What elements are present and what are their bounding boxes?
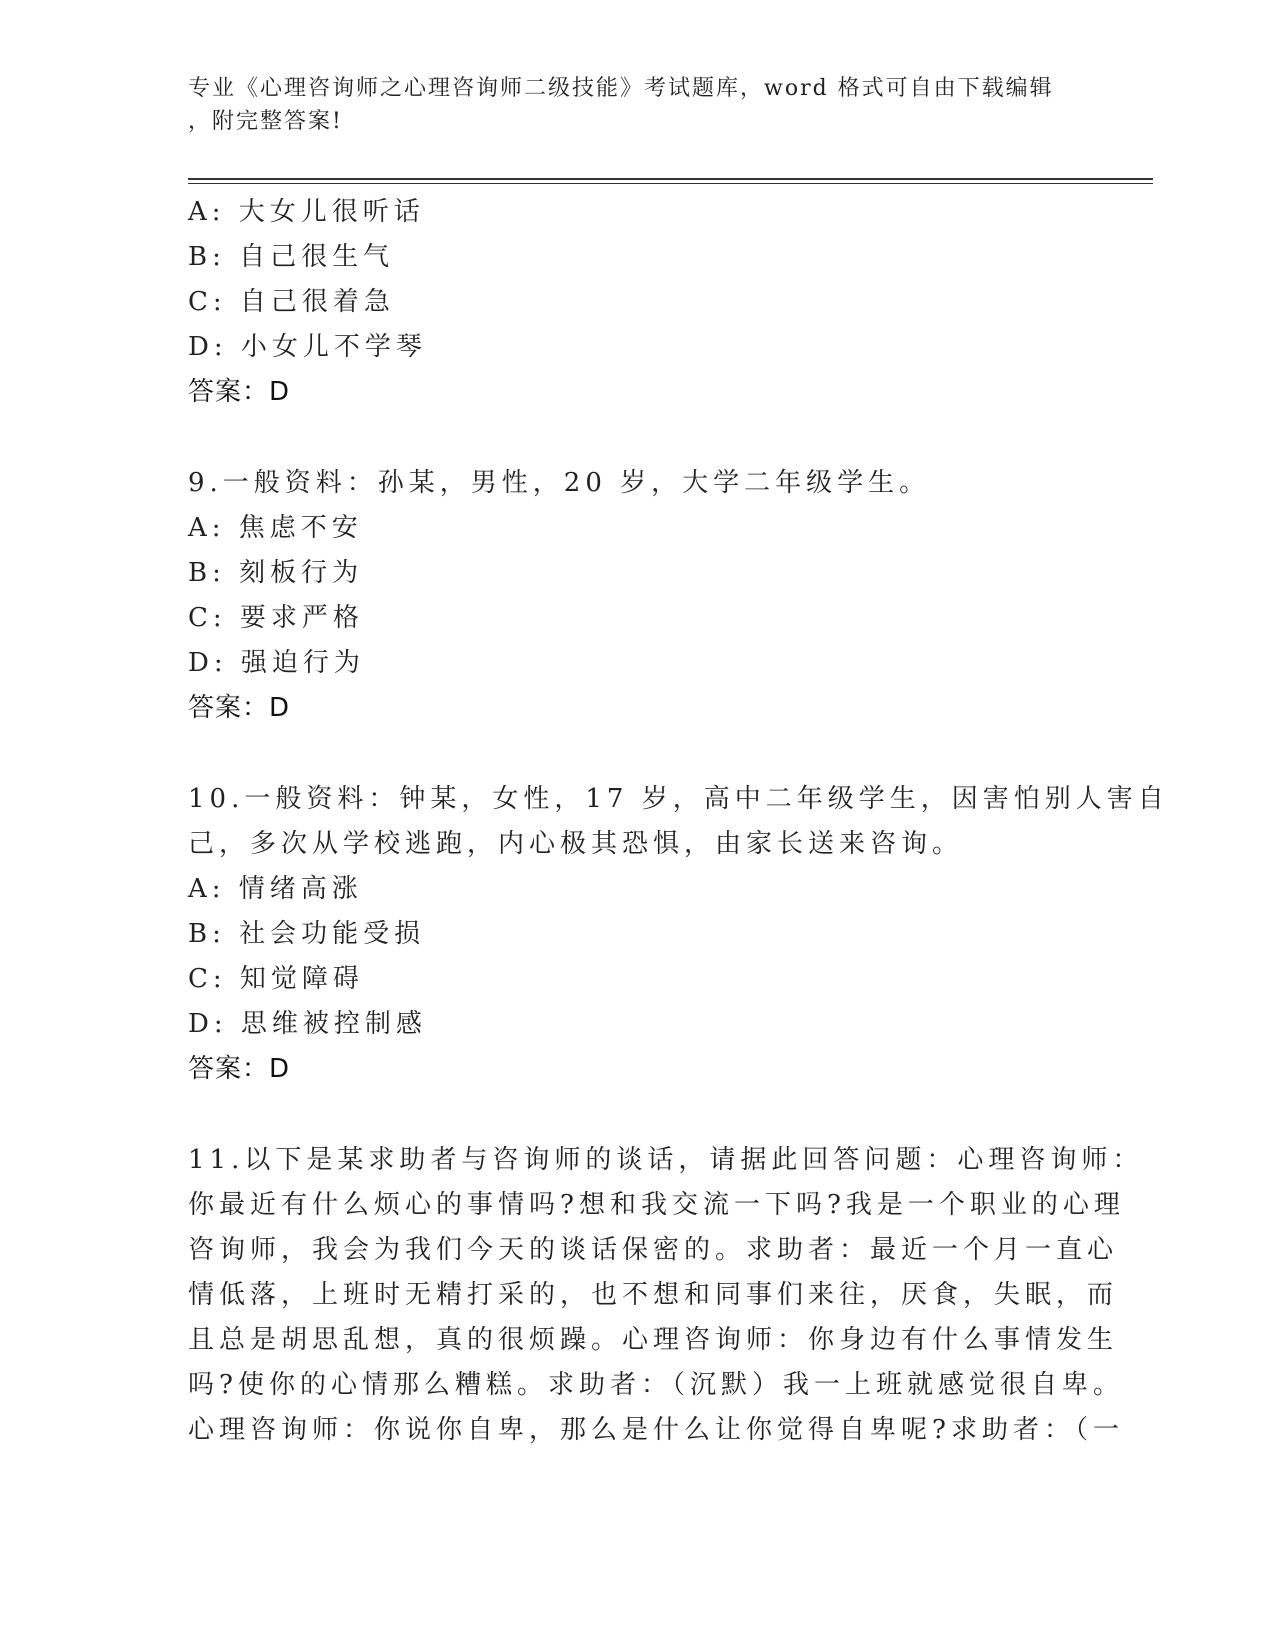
question-stem-line-4: 情低落，上班时无精打采的，也不想和同事们来往，厌食，失眠，而 <box>188 1280 1119 1310</box>
option-b: B: 社会功能受损 <box>188 919 426 949</box>
header-divider-thin <box>188 183 1153 184</box>
spacer <box>188 415 1088 461</box>
question-stem-line-1: 10.一般资料：钟某，女性，17 岁，高中二年级学生，因害怕别人害自 <box>188 784 1169 814</box>
answer-line: 答案：D <box>188 1054 291 1084</box>
option-a: A: 大女儿很听话 <box>188 197 425 227</box>
question-8 <box>188 190 1088 415</box>
option-c: C: 要求严格 <box>188 603 364 633</box>
question-content <box>188 190 1169 1453</box>
spacer <box>188 731 1088 777</box>
option-b: B: 自己很生气 <box>188 242 395 272</box>
option-c: C: 自己很着急 <box>188 287 395 317</box>
answer-line: 答案：D <box>188 693 291 723</box>
question-stem-line-2: 己，多次从学校逃跑，内心极其恐惧，由家长送来咨询。 <box>188 829 964 859</box>
question-9 <box>188 461 1088 731</box>
question-stem-line-7: 心理咨询师：你说你自卑，那么是什么让你觉得自卑呢?求助者：（一 <box>188 1415 1124 1445</box>
option-a: A: 焦虑不安 <box>188 513 363 543</box>
question-stem-line-3: 咨询师，我会为我们今天的谈话保密的。求助者：最近一个月一直心 <box>188 1235 1119 1265</box>
spacer <box>188 1092 1088 1138</box>
question-stem: 9.一般资料：孙某，男性，20 岁，大学二年级学生。 <box>188 468 931 498</box>
question-11 <box>188 1138 1144 1453</box>
header-line-1: 专业《心理咨询师之心理咨询师二级技能》考试题库，word 格式可自由下载编辑 <box>188 76 1054 101</box>
option-d: D: 思维被控制感 <box>188 1009 427 1039</box>
option-c: C: 知觉障碍 <box>188 964 364 994</box>
option-d: D: 小女儿不学琴 <box>188 332 427 362</box>
question-stem-line-2: 你最近有什么烦心的事情吗?想和我交流一下吗?我是一个职业的心理 <box>188 1190 1125 1220</box>
option-d: D: 强迫行为 <box>188 648 365 678</box>
question-stem-line-5: 且总是胡思乱想，真的很烦躁。心理咨询师：你身边有什么事情发生 <box>188 1325 1119 1355</box>
question-stem-line-6: 吗?使你的心情那么糟糕。求助者：（沉默）我一上班就感觉很自卑。 <box>188 1370 1124 1400</box>
question-stem-line-1: 11.以下是某求助者与咨询师的谈话，请据此回答问题：心理咨询师： <box>188 1145 1144 1175</box>
answer-line: 答案：D <box>188 377 291 407</box>
option-b: B: 刻板行为 <box>188 558 364 588</box>
header-line-2: ，附完整答案! <box>188 109 343 134</box>
option-a: A: 情绪高涨 <box>188 874 363 904</box>
page-header <box>188 72 1088 138</box>
question-10 <box>188 777 1169 1092</box>
header-divider-thick <box>188 178 1153 180</box>
